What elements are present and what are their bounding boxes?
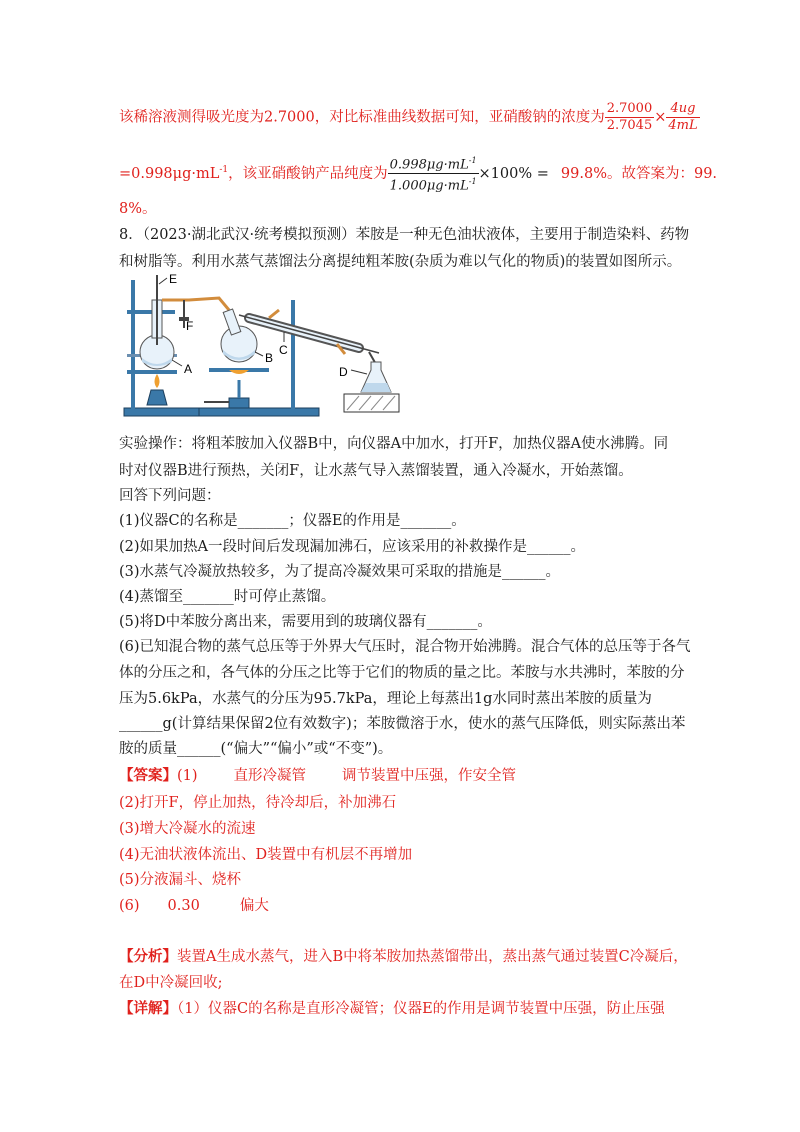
- unit-superscript: -1: [219, 165, 229, 175]
- label-a: A: [184, 362, 193, 376]
- label-c: C: [279, 343, 288, 357]
- apparatus-figure: [119, 270, 409, 420]
- leader-b: [255, 352, 263, 356]
- subquestion-6-line-2: 体的分压之和，各气体的分压之比等于它们的物质的量之比。苯胺与水共沸时，苯胺的分: [119, 665, 685, 681]
- prompt-line: 回答下列问题：: [119, 488, 221, 504]
- answer-line-1: [119, 766, 516, 786]
- subquestion-3: (3)水蒸气冷凝放热较多，为了提高冷凝效果可采取的措施是______。: [119, 564, 561, 580]
- operation-line-1: 实验操作：将粗苯胺加入仪器B中，向仪器A中加水，打开F，加热仪器A使水沸腾。同: [119, 436, 669, 452]
- denominator-sup: -1: [468, 177, 477, 187]
- answer-line-2: (2)打开F，停止加热，待冷却后，补加沸石: [119, 795, 397, 811]
- answer-6-part-1: 0.30: [167, 898, 200, 914]
- analysis-text-1: 装置A生成水蒸气，进入B中将苯胺加热蒸馏带出，蒸出蒸气通过装置C冷凝后，: [177, 949, 688, 965]
- times-sign: ×: [654, 109, 667, 126]
- label-f: F: [186, 319, 194, 333]
- label-d: D: [339, 365, 348, 379]
- fraction-absorbance: [605, 101, 655, 134]
- analysis-line-1: [119, 947, 688, 967]
- burner-b: [229, 398, 249, 408]
- detail-tag: 【详解】: [119, 1000, 177, 1017]
- concentration-value: =0.998μg·mL: [119, 165, 220, 182]
- subquestion-4: (4)蒸馏至_______时可停止蒸馏。: [119, 589, 336, 605]
- subquestion-2: (2)如果加热A一段时间后发现漏加沸石，应该采用的补救操作是______。: [119, 539, 586, 555]
- lamp-a: [147, 390, 167, 405]
- fraction-numerator: 4ug: [666, 101, 699, 118]
- solution-line-1: [119, 101, 700, 134]
- answer-line-5: (5)分液漏斗、烧杯: [119, 872, 242, 888]
- solution-line-3: 8%。: [119, 201, 157, 217]
- solution-line-2: [119, 153, 717, 195]
- stand-rod-1: [131, 280, 135, 410]
- label-b: B: [265, 351, 274, 365]
- numerator-sup: -1: [468, 156, 477, 165]
- fraction-purity: [388, 153, 479, 195]
- purity-text: ，该亚硝酸钠产品纯度为: [228, 165, 388, 182]
- stand-base-2: [199, 408, 319, 416]
- subquestion-6-line-5: 胺的质量______(“偏大”“偏小”或“不变”)。: [119, 741, 393, 757]
- subquestion-6-line-4: ______g(计算结果保留2位有效数字)；苯胺微溶于水，使水的蒸气压降低，则实际蒸出苯: [119, 716, 686, 732]
- fraction-numerator: [388, 153, 479, 174]
- subquestion-5: (5)将D中苯胺分离出来，需要用到的玻璃仪器有_______。: [119, 614, 492, 630]
- numerator-text: 0.998μg·mL: [389, 157, 469, 173]
- fraction-concentration: [666, 101, 699, 134]
- answer-6-number: (6): [119, 898, 140, 914]
- answer-1-number: (1): [177, 768, 198, 784]
- question-line-2: 和树脂等。利用水蒸气蒸馏法分离提纯粗苯胺(杂质为难以气化的物质)的装置如图所示。: [119, 254, 682, 270]
- fraction-numerator: 2.7000: [606, 101, 653, 116]
- stand-rod-2: [291, 300, 295, 410]
- solution-text-1: 该稀溶液测得吸光度为2.7000，对比标准曲线数据可知，亚硝酸钠的浓度为: [119, 109, 605, 126]
- percent-expression: ×100% =: [478, 165, 549, 182]
- answer-1-part-1: 直形冷凝管: [233, 768, 307, 784]
- detail-line-1: [119, 999, 665, 1019]
- condenser-c-tube: [239, 315, 379, 353]
- steam-tube: [162, 298, 229, 310]
- answer-1-part-2: 调节装置中压强，作安全管: [342, 768, 517, 784]
- stand-base-1: [124, 408, 209, 416]
- leader-a: [172, 360, 182, 366]
- answer-line-6: [119, 896, 269, 916]
- fraction-denominator: [388, 174, 479, 194]
- operation-line-2: 时对仪器B进行预热，关闭F，让水蒸气导入蒸馏装置，通入冷凝水，开始蒸馏。: [119, 463, 633, 479]
- ring-1: [127, 370, 177, 374]
- fraction-denominator: 2.7045: [606, 118, 653, 133]
- flame-b: [229, 370, 249, 374]
- analysis-tag: 【分析】: [119, 948, 177, 965]
- detail-text-1: （1）仪器C的名称是直形冷凝管；仪器E的作用是调节装置中压强，防止压强: [177, 1001, 665, 1017]
- answer-6-part-2: 偏大: [239, 898, 269, 914]
- answer-tag: 【答案】: [119, 767, 177, 784]
- subquestion-6-line-3: 压为5.6kPa，水蒸气的分压为95.7kPa，理论上每蒸出1g水同时蒸出苯胺的质量为: [119, 691, 652, 707]
- answer-line-3: (3)增大冷凝水的流速: [119, 821, 256, 837]
- denominator-text: 1.000μg·mL: [389, 178, 469, 194]
- subquestion-6-line-1: (6)已知混合物的蒸气总压等于外界大气压时，混合物开始沸腾。混合气体的总压等于各气: [119, 639, 691, 655]
- flask-d-liquid: [361, 383, 391, 392]
- analysis-line-2: 在D中冷凝回收;: [119, 975, 223, 991]
- label-e: E: [169, 272, 178, 286]
- fraction-denominator: 4mL: [668, 118, 698, 133]
- question-line-1: 8．（2023·湖北武汉·统考模拟预测）苯胺是一种无色油状液体，主要用于制造染料、药物: [119, 227, 690, 243]
- flame-a: [155, 374, 160, 388]
- clamp-1: [127, 310, 175, 314]
- leader-d: [351, 370, 367, 374]
- leader-e: [159, 278, 167, 284]
- water-inlet: [269, 310, 279, 318]
- subquestion-1: (1)仪器C的名称是_______；仪器E的作用是_______。: [119, 513, 466, 529]
- answer-line-4: (4)无油状液体流出、D装置中有机层不再增加: [119, 847, 413, 863]
- purity-result: 99.8%。故答案为：99.: [560, 165, 718, 182]
